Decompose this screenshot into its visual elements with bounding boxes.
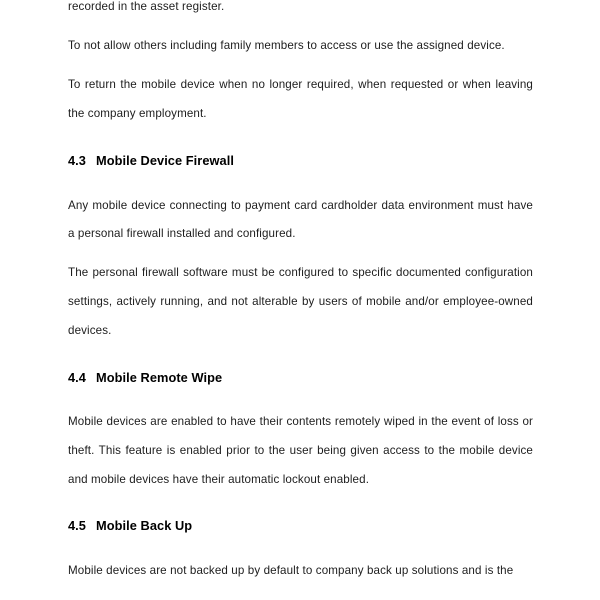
heading-mobile-device-firewall — [68, 147, 533, 176]
heading-title: Mobile Back Up — [96, 518, 193, 534]
heading-title: Mobile Device Firewall — [96, 152, 234, 168]
document-body — [68, 0, 533, 586]
heading-mobile-back-up — [68, 512, 533, 541]
paragraph-return-device: To return the mobile device when no longer required, when requested or when leaving the company employment. — [68, 78, 533, 121]
heading-title: Mobile Remote Wipe — [96, 369, 223, 385]
heading-number: 4.3 — [68, 152, 86, 168]
heading-mobile-remote-wipe — [68, 364, 533, 393]
paragraph-back-up-detail: Mobile devices are not backed up by default to company back up solutions and is the — [68, 564, 514, 578]
paragraph-asset-register-continuation: recorded in the asset register. — [68, 0, 225, 13]
heading-number: 4.5 — [68, 518, 86, 534]
heading-number: 4.4 — [68, 369, 86, 385]
paragraph-firewall-configuration: The personal firewall software must be configured to specific documented configuration settings, actively running, and not alterable by users of mobile and/or employee-owned devices. — [68, 266, 533, 337]
paragraph-firewall-required: Any mobile device connecting to payment card cardholder data environment must have a personal firewall installed and configured. — [68, 198, 533, 241]
paragraph-no-others-access: To not allow others including family members to access or use the assigned device. — [68, 39, 505, 53]
paragraph-remote-wipe-detail: Mobile devices are enabled to have their contents remotely wiped in the event of loss or theft. This feature is enabled prior to the user being given access to the mobile device and mobile devices have their automatic lockout enabled. — [68, 415, 533, 486]
